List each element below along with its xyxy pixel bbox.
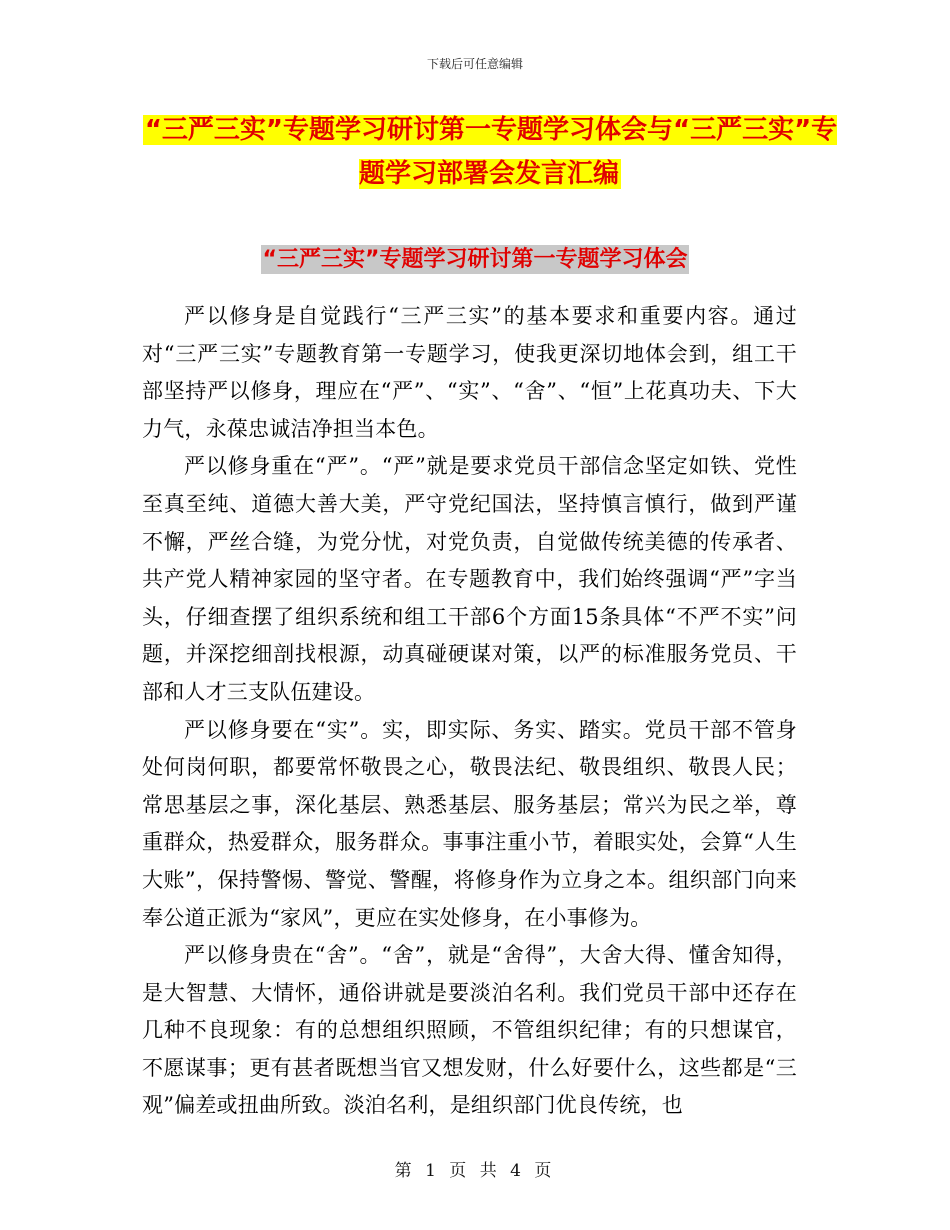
page-footer: 第 1 页 共 4 页: [394, 1161, 556, 1181]
paragraph-2: 严以修身重在“严”。“严”就是要求党员干部信念坚定如铁、党性至真至纯、道德大善大美，严守党纪国法，坚持慎言慎行，做到严谨不懈，严丝合缝，为党分忧，对党负责，自觉做传统美德的传承者、共产党人精神家园的坚守者。在专题教育中，我们始终强调“严”字当头，仔细查摆了组织系统和组工干部6个方面15条具体“不严不实”问题，并深挖细剖找根源，动真碰硬谋对策，以严的标准服务党员、干部和人才三支队伍建设。: [142, 454, 797, 704]
body-text: [142, 298, 797, 1125]
header-note: 下载后可任意编辑: [426, 57, 523, 71]
main-title: [140, 108, 840, 196]
paragraph-1: 严以修身是自觉践行“三严三实”的基本要求和重要内容。通过对“三严三实”专题教育第一专题学习，使我更深切地体会到，组工干部坚持严以修身，理应在“严”、“实”、“舍”、“恒”上花真功夫、下大力气，永葆忠诚洁净担当本色。: [142, 304, 797, 441]
section-title: [0, 244, 950, 276]
section-title-text: “三严三实”专题学习研讨第一专题学习体会: [262, 247, 688, 272]
paragraph-4: 严以修身贵在“舍”。“舍”，就是“舍得”，大舍大得、懂舍知得，是大智慧、大情怀，通俗讲就是要淡泊名利。我们党员干部中还存在几种不良现象：有的总想组织照顾，不管组织纪律；有的只想谋官，不愿谋事；更有甚者既想当官又想发财，什么好要什么，这些都是“三观”偏差或扭曲所致。淡泊名利，是组织部门优良传统，也: [142, 943, 797, 1118]
main-title-text: “三严三实”专题学习研讨第一专题学习体会与“三严三实”专题学习部署会发言汇编: [144, 115, 838, 189]
paragraph-3: 严以修身要在“实”。实，即实际、务实、踏实。党员干部不管身处何岗何职，都要常怀敬畏之心，敬畏法纪、敬畏组织、敬畏人民；常思基层之事，深化基层、熟悉基层、服务基层；常兴为民之举，尊重群众，热爱群众，服务群众。事事注重小节，着眼实处，会算“人生大账”，保持警惕、警觉、警醒，将修身作为立身之本。组织部门向来奉公道正派为“家风”，更应在实处修身，在小事修为。: [142, 717, 797, 930]
